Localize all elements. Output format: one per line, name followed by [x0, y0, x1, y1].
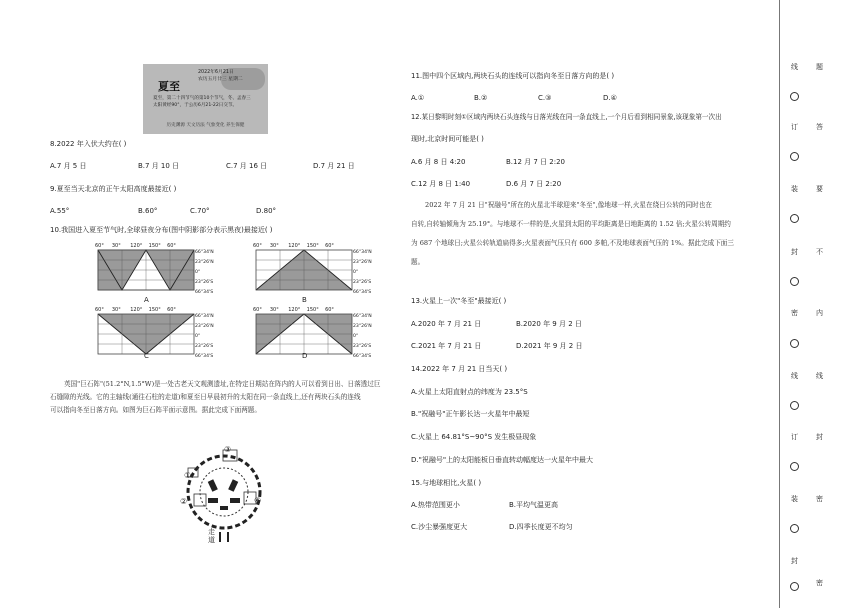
q13-option-d: D.2021 年 9 月 2 日 [516, 342, 583, 350]
q8-option-d: D.7 月 21 日 [313, 162, 355, 170]
q15-option-d: D.四季长度更不均匀 [509, 523, 573, 531]
q14-option-d: D."祝融号"上的太阳能板日垂直转动幅度达一火星年中最大 [411, 456, 594, 464]
gutter-char-15: 装 [791, 495, 798, 503]
q12-option-d: D.6 月 7 日 2:20 [506, 180, 562, 188]
q11-option-a: A.① [411, 94, 425, 102]
question-9: 9.夏至当天北京的正午太阳高度最接近( ) [50, 185, 177, 193]
stonehenge-passage-line2: 石缝隙的光线。它的主轴线(通往石柱的走道)和夏至日早晨初升的太阳在同一条直线上,还有两块石头的连线 [50, 393, 361, 401]
banner-tags: 历史渊源 天文历法 气象变化 养生保健 [166, 123, 245, 128]
diagram-c [98, 314, 194, 354]
diagram-c-lat-labels: 66°34'N 23°26'N 0° 23°26'S 66°34'S [195, 314, 214, 359]
q8-option-c: C.7 月 16 日 [226, 162, 268, 170]
gutter-char-12: 线 [816, 372, 823, 380]
stonehenge-plan-diagram [178, 446, 274, 542]
q13-option-c: C.2021 年 7 月 21 日 [411, 342, 482, 350]
mars-passage-line4: 题。 [411, 258, 425, 266]
q11-option-b: B.② [474, 94, 488, 102]
gutter-circle-1 [790, 92, 799, 101]
question-12-line1: 12.某日黎明时刻①区域内两块石头连线与日落光线在同一条直线上,一个月后看到相同景象,该现象第一次出 [411, 113, 722, 121]
gutter-char-14: 封 [816, 433, 823, 441]
diagram-b-letter: B [302, 296, 307, 304]
summer-solstice-banner [143, 64, 268, 134]
diagram-d-top-labels: 60° 30° 120° 150° 60° [253, 307, 334, 313]
q13-option-a: A.2020 年 7 月 21 日 [411, 320, 482, 328]
q9-option-b: B.60° [138, 207, 158, 215]
gutter-char-11: 线 [791, 372, 798, 380]
diagram-a [98, 250, 194, 290]
q9-option-c: C.70° [190, 207, 210, 215]
q12-option-c: C.12 月 8 日 1:40 [411, 180, 471, 188]
mars-passage-line3: 为 687 个地球日;火星公转轨道扁得多;火星表面气压只有 600 多帕,不及地球表面气压的 1%。据此完成下面三 [411, 239, 734, 247]
mars-passage [411, 196, 734, 272]
circle-label-3: ③ [224, 445, 232, 454]
q14-option-b: B."祝融号"正午影长达一火星年中最短 [411, 410, 530, 418]
q14-option-a: A.火星上太阳直射点的纬度为 23.5°S [411, 388, 528, 396]
q15-option-c: C.沙尘暴强度更大 [411, 523, 468, 531]
banner-date-line1: 2022年6月21日 [198, 70, 234, 75]
walkway-label: 走道 [208, 528, 215, 544]
gutter-char-4: 答 [816, 123, 823, 131]
circle-label-1: ① [184, 471, 192, 480]
mars-passage-line2: 自转,自转轴倾角为 25.19°。与地球不一样的是,火星到太阳的平均距离是日地距离的 1.52 倍;火星公转周期约 [411, 220, 731, 228]
gutter-char-1: 线 [791, 63, 798, 71]
stonehenge-passage-line1: 英国"巨石阵"(51.2°N,1.5°W)是一处古老天文观测遗址,在特定日期站在阵内的人可以看到日出、日落透过巨 [64, 380, 381, 388]
gutter-char-10: 内 [816, 309, 823, 317]
gutter-circle-7 [790, 462, 799, 471]
question-11: 11.图中四个区域内,两块石头的连线可以指向冬至日落方向的是( ) [411, 72, 615, 80]
banner-body-line2: 太阳黄经90°，于公历6月21-22日交节。 [153, 103, 238, 108]
gutter-char-13: 订 [791, 433, 798, 441]
q15-option-b: B.平均气温更高 [509, 501, 559, 509]
diagram-d [256, 314, 352, 354]
gutter-circle-3 [790, 214, 799, 223]
gutter-circle-2 [790, 152, 799, 161]
diagram-a-lat-labels: 66°34'N 23°26'N 0° 23°26'S 66°34'S [195, 250, 214, 295]
gutter-char-9: 密 [791, 309, 798, 317]
gutter-circle-6 [790, 401, 799, 410]
banner-date [198, 70, 243, 83]
gutter-char-6: 要 [816, 185, 823, 193]
diagram-c-letter: C [144, 352, 149, 360]
q12-option-a: A.6 月 8 日 4:20 [411, 158, 466, 166]
question-15: 15.与地球相比,火星( ) [411, 479, 482, 487]
question-13: 13.火星上一次"冬至"最接近( ) [411, 297, 507, 305]
q14-option-c: C.火星上 64.81°S~90°S 发生极昼现象 [411, 433, 537, 441]
gutter-circle-5 [790, 339, 799, 348]
diagram-b-lat-labels: 66°34'N 23°26'N 0° 23°26'S 66°34'S [353, 250, 372, 295]
q12-option-b: B.12 月 7 日 2:20 [506, 158, 566, 166]
gutter-char-7: 封 [791, 248, 798, 256]
banner-body-line1: 夏至，第二十四节气的第10个节气，冬、孟春三 [153, 96, 251, 101]
diagram-b [256, 250, 352, 290]
q13-option-b: B.2020 年 9 月 2 日 [516, 320, 582, 328]
question-10: 10.我国进入夏至节气时,全球昼夜分布(图中阴影部分表示黑夜)最接近( ) [50, 226, 273, 234]
q15-option-a: A.热带范围更小 [411, 501, 460, 509]
gutter-char-2: 题 [816, 63, 823, 71]
diagram-a-top-labels: 60° 30° 120° 150° 60° [95, 243, 176, 249]
stonehenge-passage [50, 378, 380, 417]
binding-line [779, 0, 780, 608]
question-14: 14.2022 年 7 月 21 日当天( ) [411, 365, 508, 373]
gutter-char-16: 密 [816, 495, 823, 503]
q9-option-a: A.55° [50, 207, 70, 215]
gutter-char-3: 订 [791, 123, 798, 131]
gutter-char-18: 密 [816, 579, 823, 587]
diagram-d-lat-labels: 66°34'N 23°26'N 0° 23°26'S 66°34'S [353, 314, 372, 359]
gutter-circle-8 [790, 524, 799, 533]
circle-label-4: ④ [254, 496, 262, 505]
banner-body [153, 95, 251, 109]
gutter-circle-9 [790, 582, 799, 591]
stonehenge-passage-line3: 可以指向冬至日落方向。如图为巨石阵平面示意图。据此完成下面两题。 [50, 406, 261, 414]
question-12-line2: 现时,北京时间可能是( ) [411, 135, 484, 143]
banner-title: 夏至 [158, 80, 180, 93]
gutter-circle-4 [790, 277, 799, 286]
gutter-char-5: 装 [791, 185, 798, 193]
diagram-a-letter: A [144, 296, 149, 304]
mars-passage-line1: 2022 年 7 月 21 日"祝融号"所在的火星北半球迎来"冬至",像地球一样,火星在绕日公转的同时也在 [425, 201, 712, 209]
question-8: 8.2022 年入伏大约在( ) [50, 140, 127, 148]
q11-option-c: C.③ [538, 94, 552, 102]
diagram-b-top-labels: 60° 30° 120° 150° 60° [253, 243, 334, 249]
diagram-c-top-labels: 60° 30° 120° 150° 60° [95, 307, 176, 313]
diagram-d-letter: D [302, 352, 308, 360]
q11-option-d: D.④ [603, 94, 617, 102]
gutter-char-17: 封 [791, 557, 798, 565]
circle-label-2: ② [180, 497, 188, 506]
q9-option-d: D.80° [256, 207, 277, 215]
banner-date-line2: 农历五月廿三 星期二 [198, 76, 243, 82]
gutter-char-8: 不 [816, 248, 823, 256]
q8-option-b: B.7 月 10 日 [138, 162, 180, 170]
q8-option-a: A.7 月 5 日 [50, 162, 87, 170]
